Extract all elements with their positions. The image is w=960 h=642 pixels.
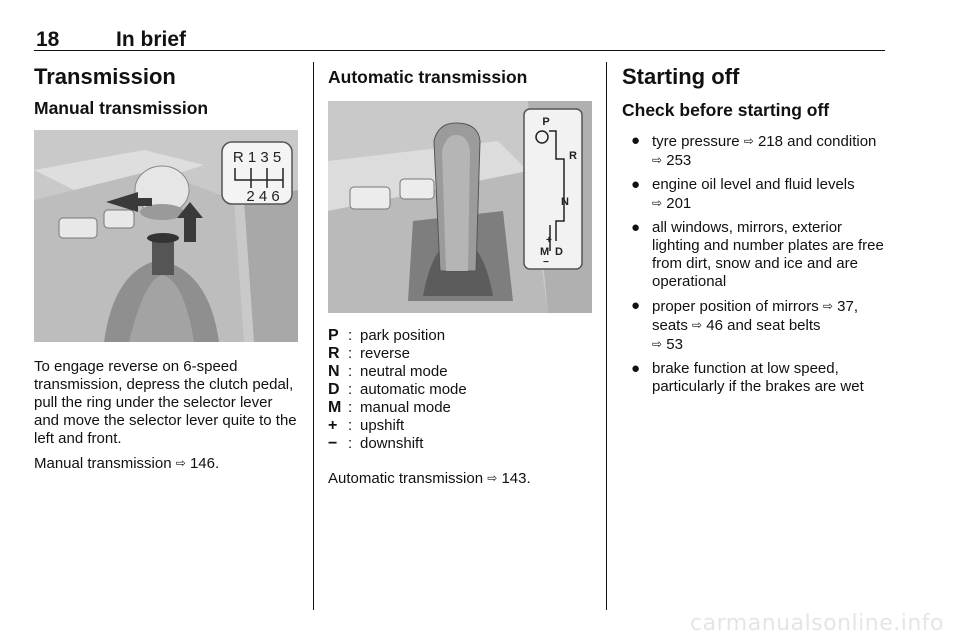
column-divider-1 xyxy=(313,62,314,610)
gate-label-r: R xyxy=(569,150,577,162)
gate-label-d: D xyxy=(555,246,563,258)
gear-legend xyxy=(328,327,596,453)
legend-row-d: D : automatic mode xyxy=(328,381,467,398)
legend-row-n: N : neutral mode xyxy=(328,363,448,380)
ref-page: 146. xyxy=(189,455,220,472)
subsection-title-checks: Check before starting off xyxy=(622,100,830,120)
automatic-shifter-illustration xyxy=(328,101,592,313)
list-item: ● proper position of mirrors ⇨ 37, seats ⇨ 46 and seat belts ⇨ 53 xyxy=(631,297,858,353)
column-divider-2 xyxy=(606,62,607,610)
legend-key: + xyxy=(328,417,338,434)
gear-pattern-bottom: 2 4 6 xyxy=(246,188,280,205)
gate-label-minus: − xyxy=(543,257,549,268)
watermark: carmanualsonline.info xyxy=(690,611,944,636)
legend-desc: automatic mode xyxy=(360,381,467,398)
legend-row-minus: − : downshift xyxy=(328,435,424,452)
legend-row-plus: + : upshift xyxy=(328,417,405,434)
legend-desc: manual mode xyxy=(360,399,451,416)
gate-label-m: M xyxy=(540,246,550,258)
list-item: ● engine oil level and fluid levels ⇨ 201 xyxy=(631,176,855,212)
pre-start-checklist xyxy=(622,132,885,396)
subsection-title-manual: Manual transmission xyxy=(34,98,209,118)
legend-row-p: P : park position xyxy=(328,327,446,344)
page-ref-icon: ⇨ xyxy=(822,299,833,313)
legend-key: M xyxy=(328,399,342,416)
legend-desc: downshift xyxy=(360,435,424,452)
legend-key: − xyxy=(328,435,338,452)
gate-label-n: N xyxy=(561,196,569,208)
page-ref-icon: ⇨ xyxy=(692,318,703,332)
manual-shifter-illustration xyxy=(34,130,298,342)
page-ref-icon: ⇨ xyxy=(487,471,498,485)
page-ref-icon: ⇨ xyxy=(652,196,663,210)
ref-text: Manual transmission xyxy=(34,455,172,472)
list-item: ● tyre pressure ⇨ 218 and condition ⇨ 253 xyxy=(631,132,877,169)
list-item: ● brake function at low speed, particularly if the brakes are wet xyxy=(631,360,864,395)
legend-desc: neutral mode xyxy=(360,363,448,380)
legend-key: R xyxy=(328,345,340,362)
ref-text: Automatic transmission xyxy=(328,470,484,487)
bullet-icon: ● xyxy=(631,219,641,236)
manual-shifter-image xyxy=(34,130,298,342)
automatic-shifter-image xyxy=(328,101,592,313)
legend-row-r: R : reverse xyxy=(328,345,411,362)
legend-desc: upshift xyxy=(360,417,405,434)
page-ref-icon: ⇨ xyxy=(175,456,186,470)
section-title-starting-off: Starting off xyxy=(622,64,740,89)
legend-desc: reverse xyxy=(360,345,411,362)
legend-key: N xyxy=(328,363,340,380)
bullet-icon: ● xyxy=(631,297,641,314)
legend-desc: park position xyxy=(360,327,446,344)
manual-transmission-instructions: To engage reverse on 6-speed transmission, depress the clutch pedal, pull the ring under the selector lever and move the selector lever quite to the left and front. xyxy=(34,358,297,447)
column-automatic-transmission xyxy=(328,62,596,488)
page-ref-icon: ⇨ xyxy=(652,337,663,351)
bullet-icon: ● xyxy=(631,132,641,149)
automatic-transmission-ref xyxy=(328,469,596,488)
section-title-transmission: Transmission xyxy=(34,64,176,89)
column-starting-off xyxy=(622,62,885,402)
bullet-icon: ● xyxy=(631,176,641,193)
gate-label-plus: + xyxy=(546,235,552,246)
legend-row-m: M : manual mode xyxy=(328,399,451,416)
ref-page: 143. xyxy=(501,470,531,487)
header-rule xyxy=(34,50,885,51)
gate-label-p: P xyxy=(542,116,550,128)
bullet-icon: ● xyxy=(631,360,641,377)
page-ref-icon: ⇨ xyxy=(652,153,663,167)
gear-pattern-top: R 1 3 5 xyxy=(232,149,282,166)
manual-transmission-ref xyxy=(34,454,300,473)
page-number: 18 xyxy=(36,28,60,51)
list-item: ● all windows, mirrors, exterior lighting and number plates are free from dirt, snow and ice and are operational xyxy=(631,219,884,290)
page-ref-icon: ⇨ xyxy=(743,134,754,148)
header-title: In brief xyxy=(116,28,187,51)
legend-key: D xyxy=(328,381,340,398)
column-manual-transmission xyxy=(34,62,300,473)
subsection-title-automatic: Automatic transmission xyxy=(328,67,528,87)
legend-key: P xyxy=(328,327,339,344)
